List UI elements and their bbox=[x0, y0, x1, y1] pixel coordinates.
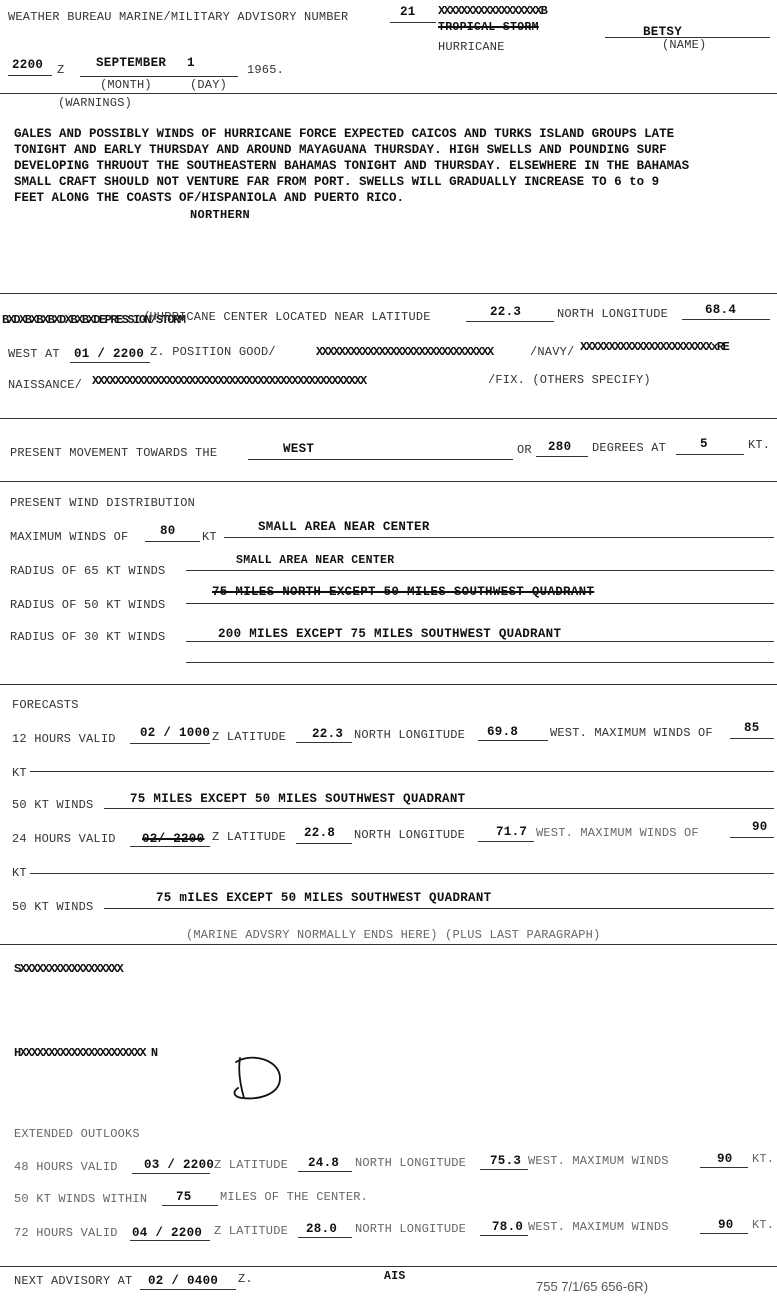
o72-lat-label: Z LATITUDE bbox=[214, 1224, 289, 1238]
o48-lon-label: NORTH LONGITUDE bbox=[355, 1156, 467, 1170]
f12-valid-underline bbox=[130, 743, 210, 744]
o48-max: 90 bbox=[717, 1152, 733, 1166]
o72-label: 72 HOURS VALID bbox=[14, 1226, 118, 1240]
r50-value-struck: 75 MILES NORTH EXCEPT 50 MILES SOUTHWEST QUADRANT bbox=[212, 585, 595, 599]
max-winds-label: MAXIMUM WINDS OF bbox=[10, 530, 129, 544]
o72-lon: 78.0 bbox=[492, 1220, 524, 1234]
struck-s-line: SXXXXXXXXXXXXXXXXXX bbox=[14, 962, 123, 976]
f24-kt-underline bbox=[30, 873, 774, 874]
month-label: (MONTH) bbox=[100, 78, 152, 92]
f12-w50: 75 MILES EXCEPT 50 MILES SOUTHWEST QUADRANT bbox=[130, 792, 466, 806]
movement-direction: WEST bbox=[283, 442, 315, 456]
f12-kt-underline bbox=[30, 771, 774, 772]
o48-max-underline bbox=[700, 1167, 748, 1168]
movement-label: PRESENT MOVEMENT TOWARDS THE bbox=[10, 446, 218, 460]
f12-west-label: WEST. MAXIMUM WINDS OF bbox=[550, 726, 713, 740]
handwritten-d-mark bbox=[222, 1048, 288, 1106]
o72-kt: KT. bbox=[752, 1218, 775, 1232]
f24-w50-label: 50 KT WINDS bbox=[12, 900, 94, 914]
o72-valid: 04 / 2200 bbox=[132, 1226, 203, 1240]
f24-w50-underline bbox=[104, 908, 774, 909]
forecasts-label: FORECASTS bbox=[12, 698, 79, 712]
o-w50-prefix: 50 KT WINDS WITHIN bbox=[14, 1192, 148, 1206]
o48-label: 48 HOURS VALID bbox=[14, 1160, 118, 1174]
r30-extra-underline bbox=[186, 662, 774, 663]
or-label: OR bbox=[517, 443, 532, 457]
type-tropical-storm: TROPICAL STORM bbox=[438, 21, 539, 34]
footer-divider bbox=[0, 1266, 777, 1267]
direction-underline bbox=[248, 459, 513, 460]
center-latitude: 22.3 bbox=[490, 305, 522, 319]
form-number: 755 7/1/65 656-6R) bbox=[536, 1279, 649, 1294]
warnings-insert: NORTHERN bbox=[190, 208, 251, 222]
o48-kt: KT. bbox=[752, 1152, 775, 1166]
f12-lat-label: Z LATITUDE bbox=[212, 730, 287, 744]
datetime-underline bbox=[70, 362, 150, 363]
f12-kt: KT bbox=[12, 766, 27, 780]
movement-speed: 5 bbox=[700, 437, 708, 451]
o48-valid-underline bbox=[132, 1173, 210, 1174]
next-advisory-underline bbox=[140, 1289, 236, 1290]
f24-lat-label: Z LATITUDE bbox=[212, 830, 287, 844]
warnings-label: (WARNINGS) bbox=[58, 96, 133, 110]
f12-max: 85 bbox=[744, 721, 760, 735]
f12-lon-label: NORTH LONGITUDE bbox=[354, 728, 466, 742]
north-longitude-label: NORTH LONGITUDE bbox=[557, 307, 669, 321]
form-title: WEATHER BUREAU MARINE/MILITARY ADVISORY NUMBER bbox=[8, 10, 349, 24]
center-longitude: 68.4 bbox=[705, 303, 737, 317]
wind-divider bbox=[0, 481, 777, 482]
f24-valid: 02/ 2200 bbox=[142, 832, 205, 846]
o72-max: 90 bbox=[718, 1218, 734, 1232]
wind-distribution-label: PRESENT WIND DISTRIBUTION bbox=[10, 496, 196, 510]
forecast-divider bbox=[0, 684, 777, 685]
header-divider bbox=[0, 93, 777, 94]
center-divider bbox=[0, 293, 777, 294]
o72-lat: 28.0 bbox=[306, 1222, 338, 1236]
f24-lon-underline bbox=[478, 841, 534, 842]
f24-west-label: WEST. MAXIMUM WINDS OF bbox=[536, 826, 699, 840]
navy-label: /NAVY/ bbox=[530, 345, 575, 359]
center-datetime: 01 / 2200 bbox=[74, 347, 145, 361]
advisory-number: 21 bbox=[400, 5, 416, 19]
f24-w50: 75 mILES EXCEPT 50 MILES SOUTHWEST QUADRANT bbox=[156, 891, 492, 905]
r65-value: SMALL AREA NEAR CENTER bbox=[236, 554, 395, 567]
o48-lat: 24.8 bbox=[308, 1156, 340, 1170]
o-w50-suffix: MILES OF THE CENTER. bbox=[220, 1190, 369, 1204]
f24-kt: KT bbox=[12, 866, 27, 880]
struck-h-line: HXXXXXXXXXXXXXXXXXXXXXX N bbox=[14, 1046, 157, 1060]
f12-max-underline bbox=[730, 738, 774, 739]
f24-max: 90 bbox=[752, 820, 768, 834]
name-label: (NAME) bbox=[662, 38, 707, 52]
f12-lon: 69.8 bbox=[487, 725, 519, 739]
advisory-time: 2200 bbox=[12, 58, 44, 72]
f12-lat: 22.3 bbox=[312, 727, 344, 741]
forecaster-initials: AIS bbox=[384, 1270, 406, 1283]
next-advisory-label: NEXT ADVISORY AT bbox=[14, 1274, 133, 1288]
f24-lat: 22.8 bbox=[304, 826, 336, 840]
r30-underline bbox=[186, 641, 774, 642]
time-underline bbox=[8, 75, 52, 76]
o-w50-underline bbox=[162, 1205, 218, 1206]
marine-note: (MARINE ADVSRY NORMALLY ENDS HERE) (PLUS LAST PARAGRAPH) bbox=[186, 928, 601, 942]
r65-underline bbox=[186, 570, 774, 571]
movement-degrees: 280 bbox=[548, 440, 572, 454]
o72-west-label: WEST. MAXIMUM WINDS bbox=[528, 1220, 669, 1234]
next-advisory-z: Z. bbox=[238, 1272, 253, 1286]
max-winds-kt: KT bbox=[202, 530, 217, 544]
f24-valid-underline bbox=[130, 846, 210, 847]
max-note-underline bbox=[224, 537, 774, 538]
west-at-label: WEST AT bbox=[8, 347, 60, 361]
o72-lon-underline bbox=[480, 1235, 528, 1236]
o48-lon-underline bbox=[480, 1169, 528, 1170]
degrees-underline bbox=[536, 456, 588, 457]
advisory-number-underline bbox=[390, 22, 436, 23]
type-hurricane: HURRICANE bbox=[438, 40, 505, 54]
next-advisory-value: 02 / 0400 bbox=[148, 1274, 219, 1288]
struck-position-1: XXXXXXXXXXXXXXXXXXXXXXXXXXXXXXX bbox=[316, 345, 493, 359]
struck-depression-storm: BXDXBXBXBXDXBXBXDEPRESSION/STORM bbox=[2, 313, 185, 327]
struck-type-text: XXXXXXXXXXXXXXXXXXB bbox=[438, 4, 547, 18]
o72-max-underline bbox=[700, 1233, 748, 1234]
advisory-day: 1 bbox=[187, 56, 195, 70]
kt-label: KT. bbox=[748, 438, 771, 452]
outlooks-label: EXTENDED OUTLOOKS bbox=[14, 1127, 140, 1141]
o48-lat-label: Z LATITUDE bbox=[214, 1158, 289, 1172]
o48-lat-underline bbox=[298, 1171, 352, 1172]
advisory-year: 1965. bbox=[247, 63, 285, 77]
f12-lat-underline bbox=[296, 742, 352, 743]
f12-w50-label: 50 KT WINDS bbox=[12, 798, 94, 812]
o72-valid-underline bbox=[130, 1240, 210, 1241]
f12-w50-underline bbox=[104, 808, 774, 809]
f12-lon-underline bbox=[478, 740, 548, 741]
longitude-underline bbox=[682, 319, 770, 320]
r30-label: RADIUS OF 30 KT WINDS bbox=[10, 630, 166, 644]
f12-valid: 02 / 1000 bbox=[140, 726, 211, 740]
speed-underline bbox=[676, 454, 744, 455]
r50-underline bbox=[186, 603, 774, 604]
date-underline bbox=[80, 76, 238, 77]
max-winds-underline bbox=[145, 541, 200, 542]
marine-divider bbox=[0, 944, 777, 945]
advisory-month: SEPTEMBER bbox=[96, 56, 167, 70]
struck-position-3: XXXXXXXXXXXXXXXXXXXXXXXXXXXXXXXXXXXXXXXXXXXXXXXX bbox=[92, 374, 366, 388]
f12-label: 12 HOURS VALID bbox=[12, 732, 116, 746]
naissance-label: NAISSANCE/ bbox=[8, 378, 83, 392]
max-winds-note: SMALL AREA NEAR CENTER bbox=[258, 520, 430, 534]
struck-position-2: XXXXXXXXXXXXXXXXXXXXXXXxRE bbox=[580, 340, 729, 354]
movement-divider bbox=[0, 418, 777, 419]
f24-max-underline bbox=[730, 837, 774, 838]
center-located-label: /HURRICANE CENTER LOCATED NEAR LATITUDE bbox=[142, 310, 431, 324]
f24-label: 24 HOURS VALID bbox=[12, 832, 116, 846]
position-good-label: Z. POSITION GOOD/ bbox=[150, 345, 276, 359]
o-w50-value: 75 bbox=[176, 1190, 192, 1204]
storm-name: BETSY bbox=[643, 25, 683, 39]
o72-lat-underline bbox=[298, 1237, 352, 1238]
z-label: Z bbox=[57, 63, 65, 77]
r65-label: RADIUS OF 65 KT WINDS bbox=[10, 564, 166, 578]
r30-value: 200 MILES EXCEPT 75 MILES SOUTHWEST QUADRANT bbox=[218, 627, 562, 641]
degrees-at-label: DEGREES AT bbox=[592, 441, 667, 455]
max-winds-value: 80 bbox=[160, 524, 176, 538]
warnings-text: GALES AND POSSIBLY WINDS OF HURRICANE FORCE EXPECTED CAICOS AND TURKS ISLAND GROUPS LATE TONIGHT AND EARLY THURSDAY AND AROUND MAYAGUANA THURSDAY. HIGH SWELLS AND POUNDING SURF DEVELOPING THRUOUT THE SOUTHEASTERN BAHAMAS TONIGHT AND THURSDAY. ELSEWHERE IN THE BAHAMAS SMALL CRAFT SHOULD NOT VENTURE FAR FROM PORT. SWELLS WILL GRADUALLY INCREASE TO 6 to 9 FEET ALONG THE COASTS OF/HISPANIOLA AND PUERTO RICO. bbox=[14, 127, 690, 205]
o48-valid: 03 / 2200 bbox=[144, 1158, 215, 1172]
f24-lon-label: NORTH LONGITUDE bbox=[354, 828, 466, 842]
day-label: (DAY) bbox=[190, 78, 228, 92]
o48-lon: 75.3 bbox=[490, 1154, 522, 1168]
f24-lat-underline bbox=[296, 843, 352, 844]
o72-lon-label: NORTH LONGITUDE bbox=[355, 1222, 467, 1236]
o48-west-label: WEST. MAXIMUM WINDS bbox=[528, 1154, 669, 1168]
latitude-underline bbox=[466, 321, 554, 322]
fix-label: /FIX. (OTHERS SPECIFY) bbox=[488, 373, 651, 387]
f24-lon: 71.7 bbox=[496, 825, 528, 839]
r50-label: RADIUS OF 50 KT WINDS bbox=[10, 598, 166, 612]
